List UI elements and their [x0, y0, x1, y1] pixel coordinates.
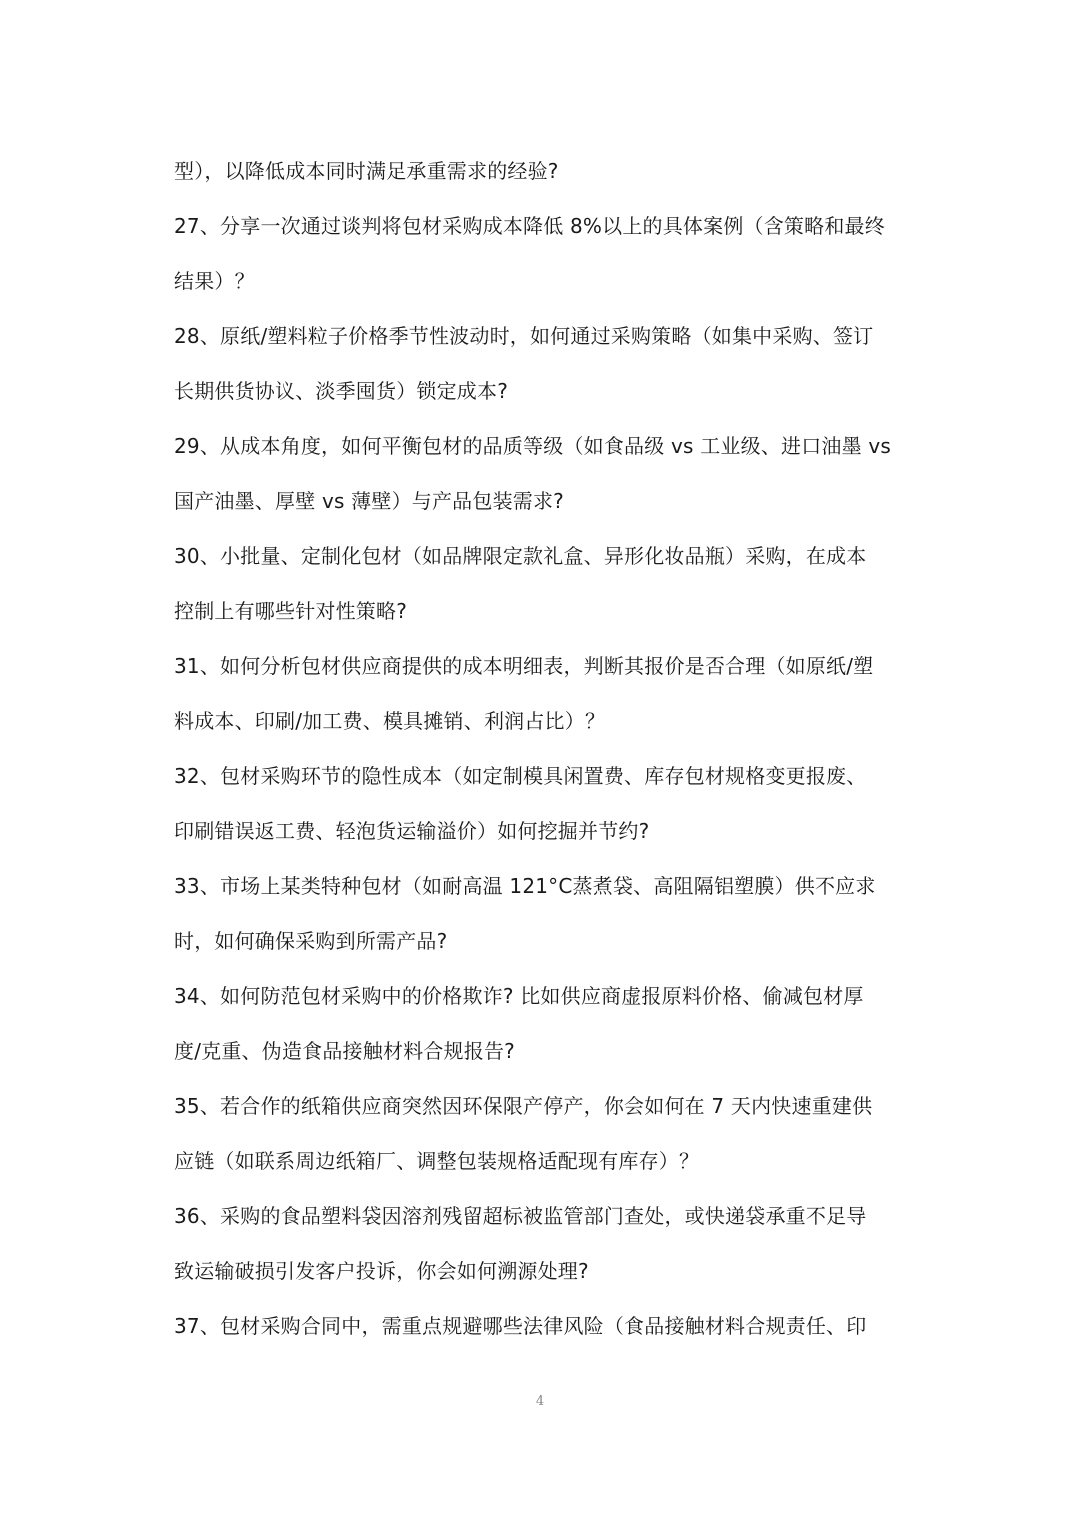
- question-36-line-2: 致运输破损引发客户投诉，你会如何溯源处理?: [174, 1259, 589, 1283]
- question-36-line-1: 36、采购的食品塑料袋因溶剂残留超标被监管部门查处，或快递袋承重不足导: [174, 1204, 867, 1228]
- question-30-line-1: 30、小批量、定制化包材（如品牌限定款礼盒、异形化妆品瓶）采购，在成本: [174, 544, 867, 568]
- question-27-line-2: 结果）？: [174, 269, 255, 293]
- question-37-line-1: 37、包材采购合同中，需重点规避哪些法律风险（食品接触材料合规责任、印: [174, 1314, 867, 1338]
- page-number: 4: [535, 1394, 545, 1409]
- question-34-line-2: 度/克重、伪造食品接触材料合规报告?: [174, 1039, 515, 1063]
- question-28-line-2: 长期供货协议、淡季囤货）锁定成本?: [174, 379, 509, 403]
- question-32-line-2: 印刷错误返工费、轻泡货运输溢价）如何挖掘并节约?: [174, 819, 650, 843]
- document-body: [174, 148, 914, 1358]
- question-28-line-1: 28、原纸/塑料粒子价格季节性波动时，如何通过采购策略（如集中采购、签订: [174, 324, 874, 348]
- text-line: 型），以降低成本同时满足承重需求的经验?: [174, 159, 559, 183]
- question-33-line-2: 时，如何确保采购到所需产品?: [174, 929, 448, 953]
- question-33-line-1: 33、市场上某类特种包材（如耐高温 121°C蒸煮袋、高阻隔铝塑膜）供不应求: [174, 874, 876, 898]
- question-31-line-2: 料成本、印刷/加工费、模具摊销、利润占比）？: [174, 709, 606, 733]
- question-30-line-2: 控制上有哪些针对性策略?: [174, 599, 408, 623]
- question-34-line-1: 34、如何防范包材采购中的价格欺诈? 比如供应商虚报原料价格、偷减包材厚: [174, 984, 864, 1008]
- question-29-line-1: 29、从成本角度，如何平衡包材的品质等级（如食品级 vs 工业级、进口油墨 vs: [174, 434, 892, 458]
- question-27-line-1: 27、分享一次通过谈判将包材采购成本降低 8%以上的具体案例（含策略和最终: [174, 214, 885, 238]
- question-29-line-2: 国产油墨、厚壁 vs 薄壁）与产品包装需求?: [174, 489, 564, 513]
- question-35-line-1: 35、若合作的纸箱供应商突然因环保限产停产，你会如何在 7 天内快速重建供: [174, 1094, 873, 1118]
- question-32-line-1: 32、包材采购环节的隐性成本（如定制模具闲置费、库存包材规格变更报废、: [174, 764, 867, 788]
- question-35-line-2: 应链（如联系周边纸箱厂、调整包装规格适配现有库存）？: [174, 1149, 700, 1173]
- question-31-line-1: 31、如何分析包材供应商提供的成本明细表，判断其报价是否合理（如原纸/塑: [174, 654, 874, 678]
